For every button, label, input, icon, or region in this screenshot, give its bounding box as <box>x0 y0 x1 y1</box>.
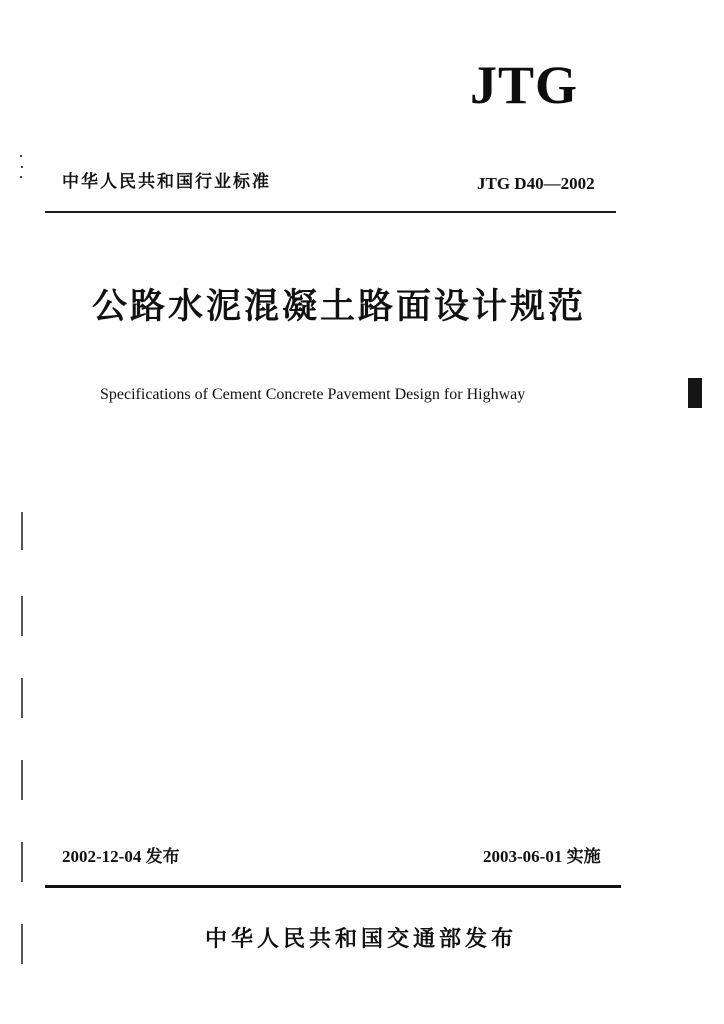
scan-artifact-line <box>21 760 23 800</box>
scan-artifact-line <box>21 596 23 636</box>
scan-artifact-line <box>21 924 23 964</box>
scan-artifact-line <box>21 678 23 718</box>
scan-edge-mark <box>688 378 702 408</box>
document-subtitle-english: Specifications of Cement Concrete Pavement Design for Highway <box>100 386 526 403</box>
scan-artifact-line <box>21 512 23 550</box>
jtg-logo: JTG <box>470 55 579 115</box>
footer-rule <box>45 885 621 888</box>
header-rule <box>45 211 616 213</box>
scan-artifact-line <box>21 842 23 882</box>
scan-speck <box>21 166 23 168</box>
document-title: 公路水泥混凝土路面设计规范 <box>92 287 587 327</box>
issue-date: 2002-12-04 发布 <box>62 847 180 866</box>
standard-category: 中华人民共和国行业标准 <box>62 172 271 192</box>
scan-speck <box>20 176 22 178</box>
standard-code: JTG D40—2002 <box>477 174 595 193</box>
publisher: 中华人民共和国交通部发布 <box>205 927 518 952</box>
implementation-date: 2003-06-01 实施 <box>483 847 601 866</box>
scan-speck <box>20 155 22 157</box>
